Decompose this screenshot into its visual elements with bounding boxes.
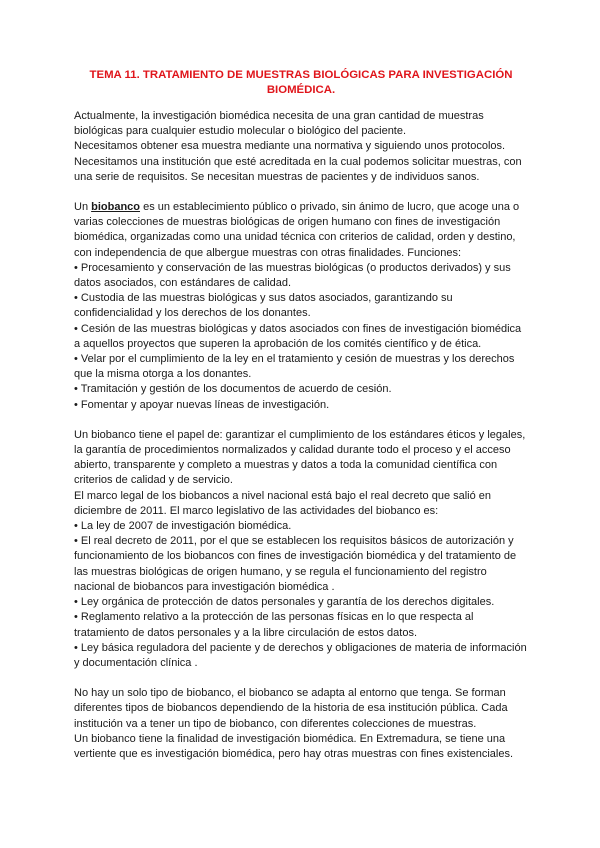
paragraph-biobanco-definition: [74, 200, 528, 261]
paragraph-tipos: No hay un solo tipo de biobanco, el biobanco se adapta al entorno que tenga. Se forman diferentes tipos de biobancos dependiendo de la historia de esa institución pública. Cada institución va a tener un tipo de biobanco, con diferentes colecciones de muestras.: [74, 687, 508, 730]
term-biobanco: biobanco: [91, 201, 141, 214]
bullet-ley-3: • Ley orgánica de protección de datos personales y garantía de los derechos digitales.: [74, 596, 495, 609]
spacer: [74, 185, 528, 200]
bullet-funcion-6: • Fomentar y apoyar nuevas líneas de investigación.: [74, 398, 330, 411]
bullet-ley-5: • Ley básica reguladora del paciente y de derechos y obligaciones de materia de información y documentación clínica .: [74, 641, 527, 669]
spacer: [74, 413, 528, 428]
page-title: TEMA 11. TRATAMIENTO DE MUESTRAS BIOLÓGICAS PARA INVESTIGACIÓN BIOMÉDICA.: [89, 69, 513, 96]
bullet-ley-2: • El real decreto de 2011, por el que se establecen los requisitos básicos de autorización y funcionamiento de los biobancos con fines de investigación biomédica y del tratamiento de las muestras biológicas de origen humano, y se regula el funcionamiento del registro nacional de biobancos para investigación biomédica .: [74, 535, 517, 593]
paragraph-papel: Un biobanco tiene el papel de: garantizar el cumplimiento de los estándares éticos y legales, la garantía de procedimientos normalizados y calidad durante todo el proceso y el acceso abierto, transparente y completo a muestras y datos a toda la comunidad científica con criterios de calidad y de servicio.: [74, 428, 526, 487]
bullet-funcion-1: • Procesamiento y conservación de las muestras biológicas (o productos derivados) y sus datos asociados, con estándares de calidad.: [74, 261, 511, 290]
bullet-funcion-2: • Custodia de las muestras biológicas y sus datos asociados, garantizando su confidencialidad y los derechos de los donantes.: [74, 292, 453, 320]
bullet-ley-1: • La ley de 2007 de investigación biomédica.: [74, 520, 292, 533]
spacer: [74, 671, 528, 686]
text-prefix: Un: [74, 201, 92, 214]
bullet-funcion-3: • Cesión de las muestras biológicas y datos asociados con fines de investigación biomédica a aquellos proyectos que superen la aprobación de los comités científico y de ética.: [74, 322, 522, 350]
text-definition: es un establecimiento público o privado, sin ánimo de lucro, que acoge una o varias colecciones de muestras biológicas de origen humano con fines de investigación biomédica, organizadas como una unidad técnica con criterios de calidad, orden y destino, con independencia de que albergue muestras con otras finalidades. Funciones:: [74, 201, 520, 259]
paragraph-intro: Actualmente, la investigación biomédica necesita de una gran cantidad de muestras biológicas para cualquier estudio molecular o biológico del paciente.: [74, 110, 484, 138]
paragraph-finalidad: Un biobanco tiene la finalidad de investigación biomédica. En Extremadura, se tiene una vertiente que es investigación biomédica, pero hay otras muestras con fines existenciales.: [74, 732, 514, 760]
paragraph-normativa: Necesitamos obtener esa muestra mediante una normativa y siguiendo unos protocolos.: [74, 140, 506, 153]
bullet-funcion-5: • Tramitación y gestión de los documentos de acuerdo de cesión.: [74, 383, 392, 396]
paragraph-institucion: Necesitamos una institución que esté acreditada en la cual podemos solicitar muestras, con una serie de requisitos. Se necesitan muestras de pacientes y de individuos sanos.: [74, 155, 522, 183]
bullet-funcion-4: • Velar por el cumplimiento de la ley en el tratamiento y cesión de muestras y los derechos que la misma otorga a los donantes.: [74, 353, 515, 381]
bullet-ley-4: • Reglamento relativo a la protección de las personas físicas en lo que respecta al tratamiento de datos personales y a la libre circulación de estos datos.: [74, 611, 474, 639]
paragraph-marco-legal: El marco legal de los biobancos a nivel nacional está bajo el real decreto que salió en diciembre de 2011. El marco legislativo de las actividades del biobanco es:: [74, 489, 492, 517]
